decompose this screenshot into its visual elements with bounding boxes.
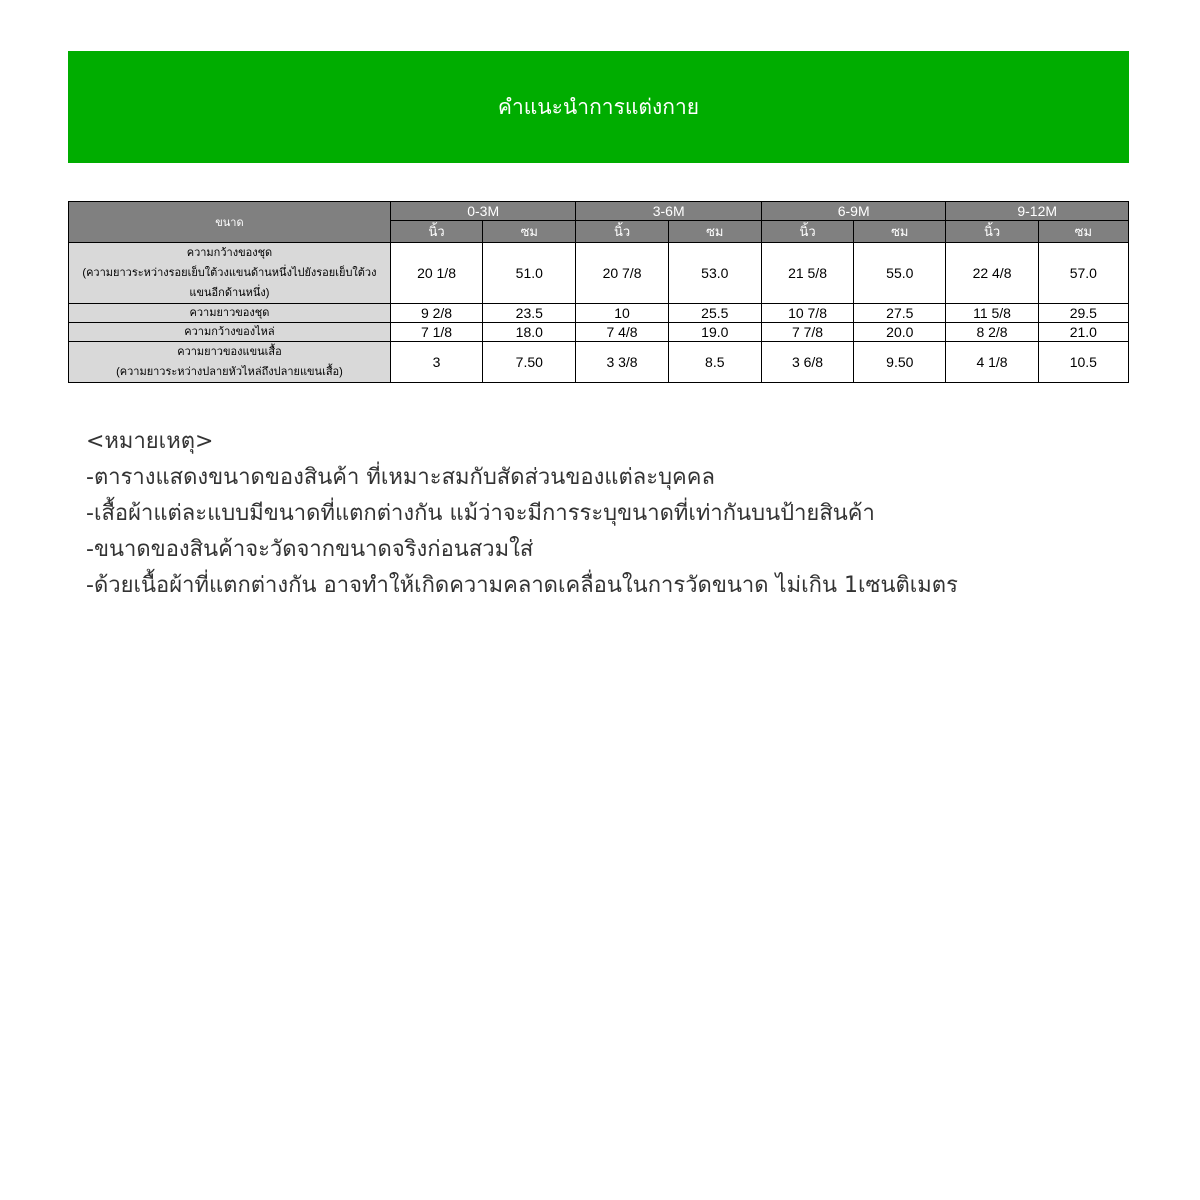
table-cell: 55.0: [854, 243, 946, 304]
size-header: ขนาด: [69, 202, 391, 243]
table-cell: 7 1/8: [390, 323, 482, 342]
table-cell: 29.5: [1038, 304, 1128, 323]
unit-header-inch: นิ้ว: [761, 221, 853, 243]
row-label-line: ความยาวของชุด: [189, 306, 270, 319]
table-cell: 4 1/8: [946, 342, 1038, 383]
unit-header-cm: ซม: [854, 221, 946, 243]
row-label-line: แขนอีกด้านหนึ่ง): [189, 287, 270, 299]
table-cell: 19.0: [668, 323, 761, 342]
table-cell: 25.5: [668, 304, 761, 323]
table-cell: 20 1/8: [390, 243, 482, 304]
table-cell: 27.5: [854, 304, 946, 323]
table-cell: 53.0: [668, 243, 761, 304]
table-cell: 10: [576, 304, 668, 323]
row-label-line: ความกว้างของชุด: [186, 247, 273, 259]
note-item: -ตารางแสดงขนาดของสินค้า ที่เหมาะสมกับสัดส่วนของแต่ละบุคคล: [86, 465, 715, 490]
table-cell: 10.5: [1038, 342, 1128, 383]
unit-header-inch: นิ้ว: [946, 221, 1038, 243]
group-header: 3-6M: [576, 202, 762, 221]
row-label-line: (ความยาวระหว่างรอยเย็บใต้วงแขนด้านหนึ่งไปยังรอยเย็บใต้วง: [82, 267, 377, 279]
table-cell: 7 4/8: [576, 323, 668, 342]
unit-header-cm: ซม: [668, 221, 761, 243]
page-title: คำแนะนำการแต่งกาย: [497, 94, 700, 119]
group-header: 0-3M: [390, 202, 576, 221]
table-cell: 51.0: [483, 243, 576, 304]
notes-section: [86, 424, 1176, 604]
note-item: -เสื้อผ้าแต่ละแบบมีขนาดที่แตกต่างกัน แม้ว่าจะมีการระบุขนาดที่เท่ากันบนป้ายสินค้า: [86, 501, 875, 526]
table-cell: 20 7/8: [576, 243, 668, 304]
table-cell: 7.50: [483, 342, 576, 383]
table-cell: 3 3/8: [576, 342, 668, 383]
table-row: [69, 342, 1129, 383]
table-cell: 3 6/8: [761, 342, 853, 383]
table-cell: 9.50: [854, 342, 946, 383]
unit-header-inch: นิ้ว: [390, 221, 482, 243]
table-cell: 18.0: [483, 323, 576, 342]
table-row: [69, 323, 1129, 342]
table-cell: 3: [390, 342, 482, 383]
table-cell: 21.0: [1038, 323, 1128, 342]
unit-header-cm: ซม: [483, 221, 576, 243]
table-cell: 57.0: [1038, 243, 1128, 304]
row-label: [69, 243, 391, 304]
table-cell: 22 4/8: [946, 243, 1038, 304]
unit-header-cm: ซม: [1038, 221, 1128, 243]
size-chart-table: [68, 201, 1129, 383]
table-cell: 20.0: [854, 323, 946, 342]
row-label-line: (ความยาวระหว่างปลายหัวไหล่ถึงปลายแขนเสื้อ): [116, 366, 343, 378]
row-label-line: ความยาวของแขนเสื้อ: [177, 346, 282, 358]
table-row: [69, 243, 1129, 304]
table-cell: 7 7/8: [761, 323, 853, 342]
header-banner: [68, 51, 1129, 163]
table-cell: 10 7/8: [761, 304, 853, 323]
group-header: 9-12M: [946, 202, 1129, 221]
group-header: 6-9M: [761, 202, 946, 221]
note-item: -ขนาดของสินค้าจะวัดจากขนาดจริงก่อนสวมใส่: [86, 537, 534, 562]
table-cell: 23.5: [483, 304, 576, 323]
row-label: [69, 304, 391, 323]
table-cell: 8.5: [668, 342, 761, 383]
unit-header-inch: นิ้ว: [576, 221, 668, 243]
table-cell: 11 5/8: [946, 304, 1038, 323]
row-label-line: ความกว้างของไหล่: [184, 325, 275, 338]
row-label: [69, 342, 391, 383]
table-row: [69, 304, 1129, 323]
note-item: -ด้วยเนื้อผ้าที่แตกต่างกัน อาจทำให้เกิดความคลาดเคลื่อนในการวัดขนาด ไม่เกิน 1เซนติเมตร: [86, 573, 958, 598]
notes-heading: <หมายเหตุ>: [86, 429, 214, 454]
row-label: [69, 323, 391, 342]
table-cell: 9 2/8: [390, 304, 482, 323]
table-cell: 21 5/8: [761, 243, 853, 304]
table-header-row-groups: [69, 202, 1129, 221]
table-cell: 8 2/8: [946, 323, 1038, 342]
